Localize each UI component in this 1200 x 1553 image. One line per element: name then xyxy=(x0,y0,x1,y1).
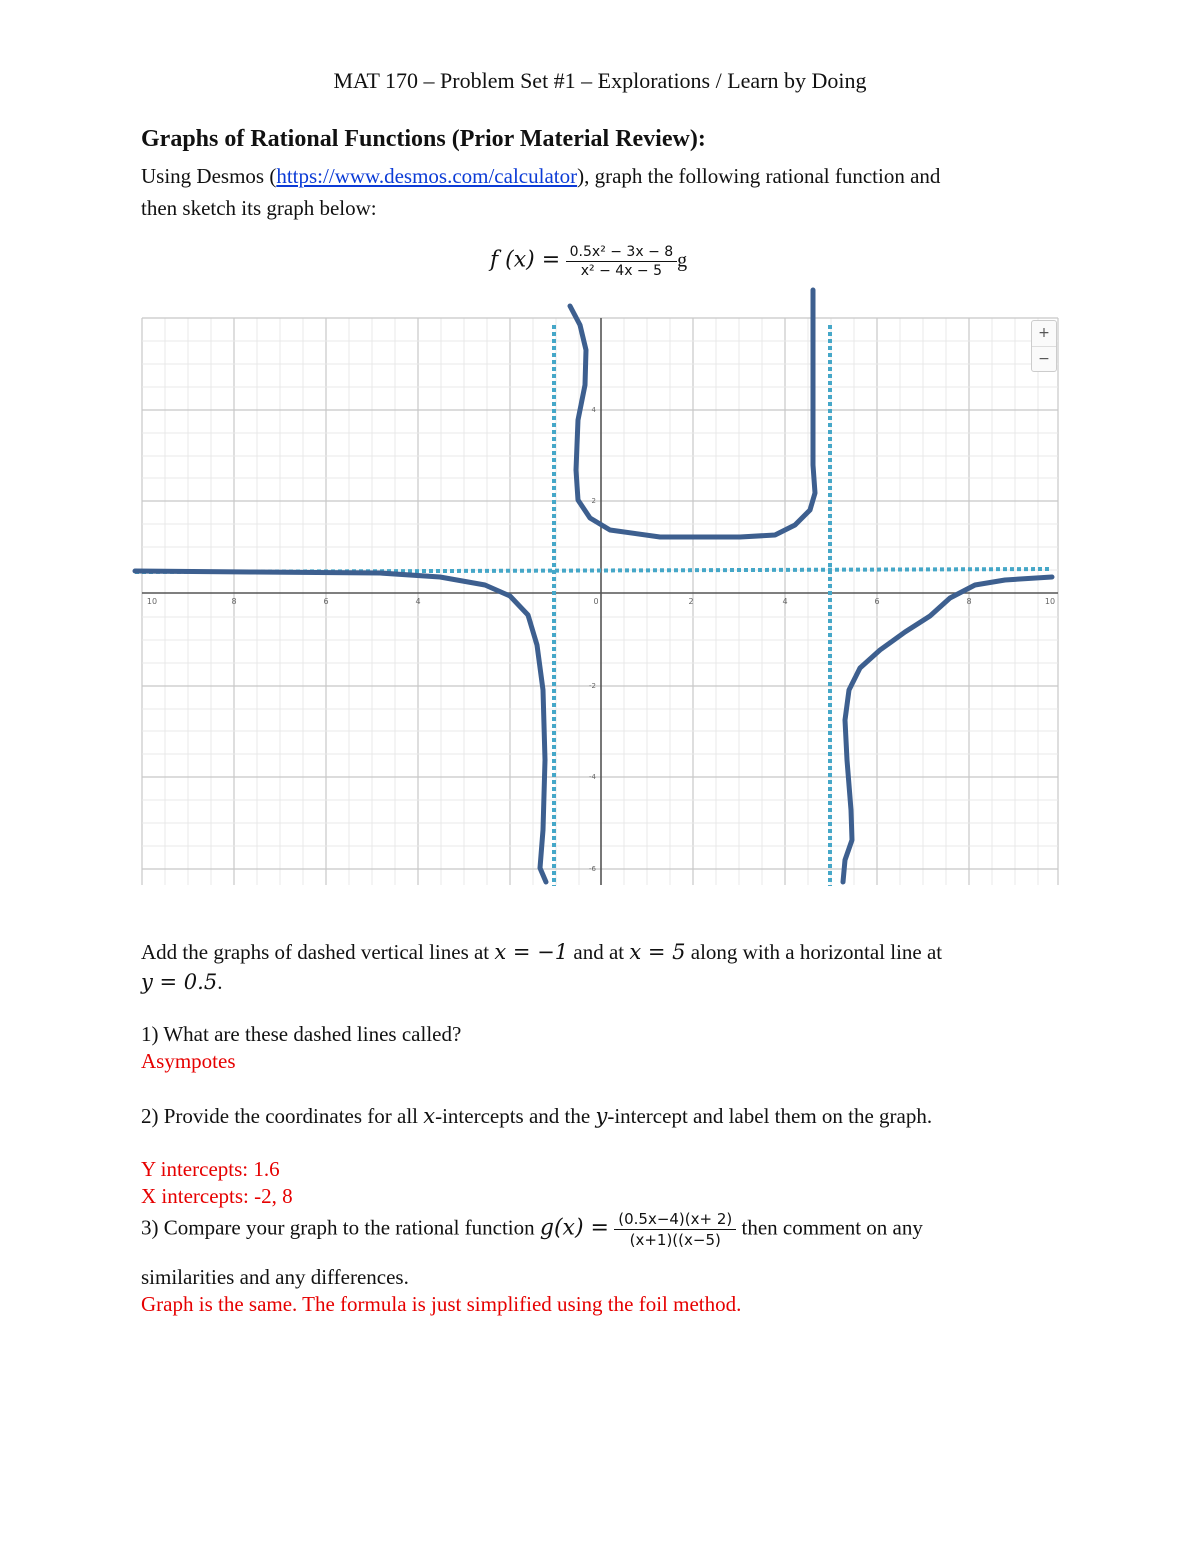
x-tick-label: 10 xyxy=(146,597,158,606)
instruction-eq3: y = 0.5 xyxy=(141,970,218,994)
intro-before-link: Using Desmos ( xyxy=(141,164,277,188)
zoom-out-button[interactable]: − xyxy=(1038,351,1050,367)
answer-2-x: X intercepts: -2, 8 xyxy=(141,1184,293,1208)
x-tick-label: 8 xyxy=(231,597,237,606)
curve-right-branch xyxy=(843,577,1052,882)
x-tick-label: 4 xyxy=(782,597,788,606)
desmos-link[interactable]: https://www.desmos.com/calculator xyxy=(276,164,578,188)
zoom-in-button[interactable]: + xyxy=(1032,321,1056,347)
x-tick-label: 0 xyxy=(593,597,599,606)
question-3-line-2: similarities and any differences. xyxy=(141,1265,409,1289)
question-1: 1) What are these dashed lines called? xyxy=(141,1022,462,1046)
answer-2-y: Y intercepts: 1.6 xyxy=(141,1157,280,1181)
intro-line-2: then sketch its graph below: xyxy=(141,196,377,220)
question-2-y-var: y xyxy=(595,1104,608,1128)
answer-1: Asympotes xyxy=(141,1049,236,1073)
instruction-end: . xyxy=(217,970,223,994)
x-tick-label: 10 xyxy=(1044,597,1056,606)
instruction-part1: Add the graphs of dashed vertical lines at xyxy=(141,940,490,964)
section-title: Graphs of Rational Functions (Prior Material Review): xyxy=(141,126,706,152)
answer-3: Graph is the same. The formula is just simplified using the foil method. xyxy=(141,1292,742,1316)
question-2-x-var: x xyxy=(423,1104,436,1128)
instruction-line-1 xyxy=(141,940,942,965)
y-tick-label: -6 xyxy=(589,865,596,873)
instruction-eq2: x = 5 xyxy=(629,940,686,964)
graph-grid xyxy=(142,318,1058,885)
instruction-part2: and at xyxy=(573,940,625,964)
x-tick-label: 4 xyxy=(415,597,421,606)
question-2 xyxy=(141,1104,932,1129)
x-tick-label: 2 xyxy=(688,597,694,606)
question-2-part2: -intercepts and the xyxy=(435,1104,591,1128)
y-tick-label: 4 xyxy=(591,406,596,414)
intro-after-link: ), graph the following rational function and xyxy=(577,164,941,188)
question-3-denominator: (x+1)((x−5) xyxy=(629,1231,721,1249)
question-3-lhs: g(x) = xyxy=(539,1215,609,1241)
page-header: MAT 170 – Problem Set #1 – Explorations / Learn by Doing xyxy=(333,68,867,93)
instruction-part3: along with a horizontal line at xyxy=(690,940,943,964)
question-3-numerator: (0.5x−4)(x+ 2) xyxy=(614,1210,736,1230)
y-tick-label: 2 xyxy=(591,497,596,505)
question-3-part2: then comment on any xyxy=(741,1215,923,1240)
question-2-part1: 2) Provide the coordinates for all xyxy=(141,1104,418,1128)
function-f-lhs: f (x) = xyxy=(490,247,561,273)
question-3 xyxy=(141,1210,1061,1249)
y-tick-label: -2 xyxy=(589,682,596,690)
instruction-line-2 xyxy=(141,970,222,995)
function-f-numerator: 0.5x² − 3x − 8 xyxy=(566,244,678,262)
instruction-eq1: x = −1 xyxy=(494,940,569,964)
question-3-fraction xyxy=(614,1210,736,1249)
question-3-part1: 3) Compare your graph to the rational function xyxy=(141,1215,535,1240)
question-2-part3: -intercept and label them on the graph. xyxy=(607,1104,933,1128)
function-f-denominator: x² − 4x − 5 xyxy=(580,263,663,279)
graph-curves xyxy=(135,290,1052,882)
function-f-stray-g: g xyxy=(677,249,688,272)
x-tick-label: 6 xyxy=(323,597,329,606)
zoom-control xyxy=(1031,320,1057,372)
x-tick-label: 8 xyxy=(966,597,972,606)
x-tick-label: 6 xyxy=(874,597,880,606)
curve-left-branch xyxy=(135,571,546,882)
y-tick-label: -4 xyxy=(589,773,596,781)
